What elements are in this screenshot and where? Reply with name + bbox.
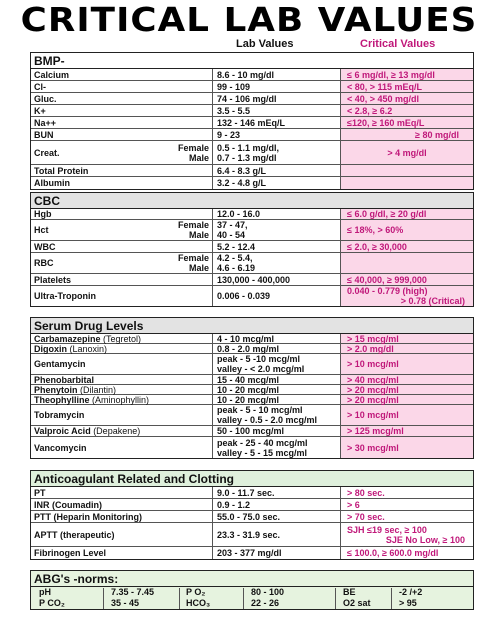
brand-name: (Lanoxin) <box>67 343 108 354</box>
critical-value <box>340 165 473 176</box>
lab-value-text: 40 - 54 <box>217 230 246 240</box>
lab-value <box>212 437 340 458</box>
test-name-text: Gentamycin <box>34 359 86 369</box>
coag-header: Anticoagulant Related and Clotting <box>31 471 473 487</box>
lab-value-text: 132 - 146 mEq/L <box>217 117 286 128</box>
coag-section <box>30 470 474 560</box>
test-name-text: Tobramycin <box>34 410 85 420</box>
test-name-text: Phenytoin <box>34 384 78 395</box>
lab-value <box>212 93 340 104</box>
lab-value <box>212 354 340 374</box>
critical-value-text: > 10 mcg/ml <box>347 359 399 369</box>
cbc-row <box>31 253 473 274</box>
critical-value-text: > 70 sec. <box>347 511 385 522</box>
lab-value-text: valley - 0.5 - 2.0 mcg/ml <box>217 415 318 425</box>
coag-row <box>31 499 473 511</box>
lab-value-text: valley - < 2.0 mcg/ml <box>217 364 305 374</box>
critical-value-text: > 2.0 mg/dl <box>347 343 394 354</box>
bmp-table <box>31 69 473 189</box>
coag-row <box>31 523 473 547</box>
test-name <box>34 344 162 353</box>
lab-value <box>212 426 340 436</box>
test-name <box>34 523 162 546</box>
bmp-row <box>31 117 473 129</box>
test-name <box>34 117 162 128</box>
lab-value <box>212 334 340 343</box>
bmp-row <box>31 81 473 93</box>
critical-value <box>340 354 473 374</box>
critical-value-text: > 15 mcg/ml <box>347 333 399 344</box>
column-headers <box>0 38 498 52</box>
lab-value <box>212 129 340 140</box>
test-name <box>34 141 162 164</box>
critical-value <box>340 405 473 425</box>
cbc-row <box>31 209 473 220</box>
bmp-row <box>31 93 473 105</box>
test-name <box>34 499 162 510</box>
critical-value-text: > 20 mcg/ml <box>347 394 399 405</box>
lab-value <box>212 344 340 353</box>
test-name-text: Cl- <box>34 81 46 92</box>
sex-label-text: Male <box>188 263 209 273</box>
test-name <box>34 437 162 458</box>
brand-name: (Depakene) <box>90 426 141 436</box>
lab-value-text: 203 - 377 mg/dl <box>217 548 282 558</box>
critical-value-text: < 80, > 115 mEq/L <box>347 81 423 92</box>
critical-value-text: > 10 mcg/ml <box>347 410 399 420</box>
abg-header: ABG's -norms: <box>31 571 473 587</box>
critical-value-text: < 40, > 450 mg/dl <box>347 93 420 104</box>
lab-value-text: 4.6 - 6.19 <box>217 263 256 273</box>
test-name-text: Phenobarbital <box>34 374 95 385</box>
critical-value <box>340 511 473 522</box>
lab-value-text: valley - 5 - 15 mcg/ml <box>217 447 308 458</box>
lab-value <box>212 105 340 116</box>
abg-section <box>30 570 474 610</box>
lab-value-text: peak - 25 - 40 mcg/ml <box>217 437 308 448</box>
lab-value <box>212 385 340 394</box>
critical-value-text: > 0.78 (Critical) <box>400 296 465 306</box>
test-name-text: Digoxin <box>34 343 67 354</box>
lab-value-text: 5.2 - 12.4 <box>217 241 256 252</box>
coag-row <box>31 487 473 499</box>
sex-label <box>162 141 212 164</box>
cbc-row <box>31 274 473 286</box>
test-name <box>34 253 162 273</box>
bmp-row <box>31 177 473 189</box>
lab-value-text: peak - 5 - 10 mcg/ml <box>217 405 303 415</box>
lab-value-text: 130,000 - 400,000 <box>217 274 291 285</box>
cbc-row <box>31 241 473 253</box>
critical-value <box>340 129 473 140</box>
abg-divider <box>391 588 392 609</box>
test-name-text: Albumin <box>34 178 70 188</box>
test-name <box>34 375 162 384</box>
test-name-text: PT <box>34 487 46 498</box>
lab-value-text: 4 - 10 mcg/ml <box>217 333 275 344</box>
drug-row <box>31 385 473 395</box>
drug-row <box>31 395 473 405</box>
critical-value-text: > 40 mcg/ml <box>347 374 399 385</box>
critical-value <box>340 177 473 189</box>
lab-value <box>212 499 340 510</box>
lab-value-text: 8.6 - 10 mg/dl <box>217 69 275 80</box>
lab-value-text: 55.0 - 75.0 sec. <box>217 511 281 522</box>
critical-value-text: > 125 mcg/ml <box>347 426 404 436</box>
critical-value <box>340 286 473 306</box>
bmp-row <box>31 165 473 177</box>
critical-value <box>340 209 473 219</box>
critical-value-text: ≤ 6 mg/dl, ≥ 13 mg/dl <box>347 69 435 80</box>
test-name <box>34 177 162 189</box>
critical-value <box>340 105 473 116</box>
critical-value-text: ≤ 100.0, ≥ 600.0 mg/dl <box>347 548 439 558</box>
critical-value-text: SJE No Low, ≥ 100 <box>385 534 465 545</box>
critical-value <box>340 487 473 498</box>
bmp-row <box>31 69 473 81</box>
abg-value: -2 /+2 <box>399 587 423 597</box>
lab-value <box>212 405 340 425</box>
lab-value-text: 10 - 20 mcg/ml <box>217 384 280 395</box>
abg-value: 7.35 - 7.45 <box>111 587 155 597</box>
lab-value <box>212 81 340 92</box>
critical-value <box>340 385 473 394</box>
sex-label <box>162 253 212 273</box>
critical-value <box>340 437 473 458</box>
critical-value <box>340 253 473 273</box>
critical-value <box>340 426 473 436</box>
critical-value-text: ≤ 18%, > 60% <box>347 225 404 235</box>
lab-value-text: 4.2 - 5.4, <box>217 253 253 263</box>
abg-value: > 95 <box>399 598 417 608</box>
cbc-header: CBC <box>31 193 473 209</box>
abg-value: 80 - 100 <box>251 587 285 597</box>
abg-divider <box>103 588 104 609</box>
cbc-section <box>30 192 474 307</box>
lab-value-text: 99 - 109 <box>217 81 251 92</box>
test-name <box>34 241 162 252</box>
critical-value <box>340 334 473 343</box>
test-name-text: Gluc. <box>34 93 57 104</box>
critical-value-text: ≤ 2.0, ≥ 30,000 <box>347 241 407 252</box>
drug-row <box>31 437 473 458</box>
critical-value-text: < 2.8, ≥ 6.2 <box>347 105 393 116</box>
test-name-text: Valproic Acid <box>34 426 91 436</box>
test-name-text: Na++ <box>34 117 57 128</box>
test-name <box>34 286 162 306</box>
lab-value <box>212 375 340 384</box>
test-name <box>34 93 162 104</box>
test-name <box>34 395 162 404</box>
test-name <box>34 334 162 343</box>
test-name <box>34 487 162 498</box>
abg-value: 35 - 45 <box>111 598 140 608</box>
critical-value <box>340 547 473 559</box>
critical-value <box>340 241 473 252</box>
lab-value <box>212 69 340 80</box>
sex-label-text: Male <box>188 152 209 163</box>
drug-table <box>31 334 473 458</box>
critical-value <box>340 499 473 510</box>
test-name <box>34 165 162 176</box>
lab-value <box>212 165 340 176</box>
test-name <box>34 220 162 240</box>
lab-value <box>212 241 340 252</box>
abg-divider <box>335 588 336 609</box>
critical-value-text: > 20 mcg/ml <box>347 384 399 395</box>
test-name-text: Hct <box>34 225 49 235</box>
lab-value <box>212 253 340 273</box>
test-name <box>34 385 162 394</box>
abg-value: 22 - 26 <box>251 598 280 608</box>
test-name-text: Theophylline <box>34 394 90 405</box>
coag-table <box>31 487 473 559</box>
abg-row-2 <box>31 598 473 609</box>
bmp-section <box>30 52 474 190</box>
lab-value <box>212 177 340 189</box>
critical-values-header: Critical Values <box>360 38 436 50</box>
critical-value-text: ≤ 6.0 g/dl, ≥ 20 g/dl <box>347 209 427 219</box>
test-name-text: Platelets <box>34 274 72 285</box>
lab-value-text: peak - 5 -10 mcg/ml <box>217 354 301 364</box>
cbc-row <box>31 286 473 306</box>
test-name <box>34 405 162 425</box>
lab-value-text: 0.5 - 1.1 mg/dl, <box>217 142 280 153</box>
lab-value <box>212 286 340 306</box>
abg-label: P CO₂ <box>39 598 65 608</box>
critical-value <box>340 220 473 240</box>
abg-label: P O₂ <box>186 587 206 597</box>
lab-value-text: 9 - 23 <box>217 129 241 140</box>
test-name-text: WBC <box>34 241 56 252</box>
test-name <box>34 105 162 116</box>
critical-value <box>340 117 473 128</box>
test-name-text: Hgb <box>34 209 52 219</box>
coag-row <box>31 547 473 559</box>
test-name-text: Total Protein <box>34 165 89 176</box>
test-name <box>34 129 162 140</box>
lab-values-header: Lab Values <box>236 38 294 50</box>
critical-value <box>340 69 473 80</box>
brand-name: (Aminophyllin) <box>89 394 150 405</box>
lab-value <box>212 117 340 128</box>
lab-value-text: 15 - 40 mcg/ml <box>217 374 280 385</box>
lab-value-text: 0.9 - 1.2 <box>217 499 251 510</box>
critical-value-text: > 6 <box>347 499 360 510</box>
critical-value-text: ≥ 80 mg/dl <box>415 129 459 140</box>
critical-value <box>340 395 473 404</box>
test-name-text: Fibrinogen Level <box>34 548 107 558</box>
lab-value <box>212 274 340 285</box>
test-name-text: K+ <box>34 105 46 116</box>
abg-row-1 <box>31 587 473 598</box>
drug-row <box>31 375 473 385</box>
drug-row <box>31 344 473 354</box>
lab-value-text: 23.3 - 31.9 sec. <box>217 529 281 540</box>
critical-value <box>340 81 473 92</box>
sex-label-text: Female <box>177 253 209 263</box>
cbc-table <box>31 209 473 306</box>
abg-divider <box>179 588 180 609</box>
drug-section <box>30 317 474 459</box>
test-name <box>34 81 162 92</box>
lab-value <box>212 511 340 522</box>
lab-value-text: 0.7 - 1.3 mg/dl <box>217 152 277 163</box>
test-name-text: BUN <box>34 129 54 140</box>
sex-label-text: Female <box>177 142 209 153</box>
brand-name: (Tegretol) <box>100 333 142 344</box>
abg-label: HCO₃ <box>186 598 211 608</box>
lab-value-text: 10 - 20 mcg/ml <box>217 394 280 405</box>
critical-value-text: > 30 mcg/ml <box>347 442 399 453</box>
test-name-text: PTT (Heparin Monitoring) <box>34 511 142 522</box>
critical-value <box>340 344 473 353</box>
lab-value <box>212 209 340 219</box>
critical-value-text: 0.040 - 0.779 (high) <box>347 286 428 296</box>
cbc-row <box>31 220 473 241</box>
lab-value <box>212 523 340 546</box>
test-name-text: Carbamazepine <box>34 333 101 344</box>
test-name-text: Vancomycin <box>34 442 87 453</box>
lab-value-text: 37 - 47, <box>217 220 248 230</box>
lab-value-text: 74 - 106 mg/dl <box>217 93 277 104</box>
page-title: CRITICAL LAB VALUES <box>20 0 478 39</box>
test-name-text: INR (Coumadin) <box>34 499 102 510</box>
abg-label: pH <box>39 587 51 597</box>
lab-value <box>212 220 340 240</box>
drug-header: Serum Drug Levels <box>31 318 473 334</box>
brand-name: (Dilantin) <box>77 384 117 395</box>
critical-value-text: ≤ 40,000, ≥ 999,000 <box>347 274 427 285</box>
lab-value <box>212 547 340 559</box>
lab-value-text: 3.5 - 5.5 <box>217 105 251 116</box>
lab-value <box>212 487 340 498</box>
lab-value-text: 50 - 100 mcg/ml <box>217 426 285 436</box>
lab-value-text: 0.006 - 0.039 <box>217 291 271 301</box>
sex-label-text: Female <box>177 220 209 230</box>
drug-row <box>31 426 473 437</box>
critical-value-text: > 80 sec. <box>347 487 385 498</box>
lab-value-text: 3.2 - 4.8 g/L <box>217 178 267 188</box>
lab-value-text: 0.8 - 2.0 mg/ml <box>217 343 280 354</box>
test-name-text: Calcium <box>34 69 70 80</box>
lab-value-text: 6.4 - 8.3 g/L <box>217 165 267 176</box>
lab-value <box>212 141 340 164</box>
critical-value <box>340 93 473 104</box>
test-name <box>34 274 162 285</box>
test-name <box>34 209 162 219</box>
lab-value-text: 12.0 - 16.0 <box>217 209 261 219</box>
lab-value <box>212 395 340 404</box>
drug-row <box>31 334 473 344</box>
test-name-text: RBC <box>34 258 54 268</box>
test-name <box>34 511 162 522</box>
critical-value <box>340 141 473 164</box>
sex-label-text: Male <box>188 230 209 240</box>
sex-label <box>162 220 212 240</box>
critical-value <box>340 523 473 546</box>
bmp-row <box>31 105 473 117</box>
test-name-text: Creat. <box>34 147 60 158</box>
abg-divider <box>243 588 244 609</box>
test-name-text: APTT (therapeutic) <box>34 529 115 540</box>
coag-row <box>31 511 473 523</box>
test-name <box>34 69 162 80</box>
drug-row <box>31 354 473 375</box>
test-name-text: Ultra-Troponin <box>34 291 96 301</box>
test-name <box>34 426 162 436</box>
test-name <box>34 547 162 559</box>
lab-value-text: 9.0 - 11.7 sec. <box>217 487 275 498</box>
critical-value-text: > 4 mg/dl <box>387 147 427 158</box>
abg-label: O2 sat <box>343 598 371 608</box>
drug-row <box>31 405 473 426</box>
critical-value-text: SJH ≤19 sec, ≥ 100 <box>347 524 427 535</box>
bmp-header: BMP- <box>31 53 473 69</box>
test-name <box>34 354 162 374</box>
critical-value <box>340 274 473 285</box>
critical-value <box>340 375 473 384</box>
critical-value-text: ≤120, ≥ 160 mEq/L <box>347 117 425 128</box>
bmp-row <box>31 129 473 141</box>
abg-label: BE <box>343 587 356 597</box>
bmp-row <box>31 141 473 165</box>
